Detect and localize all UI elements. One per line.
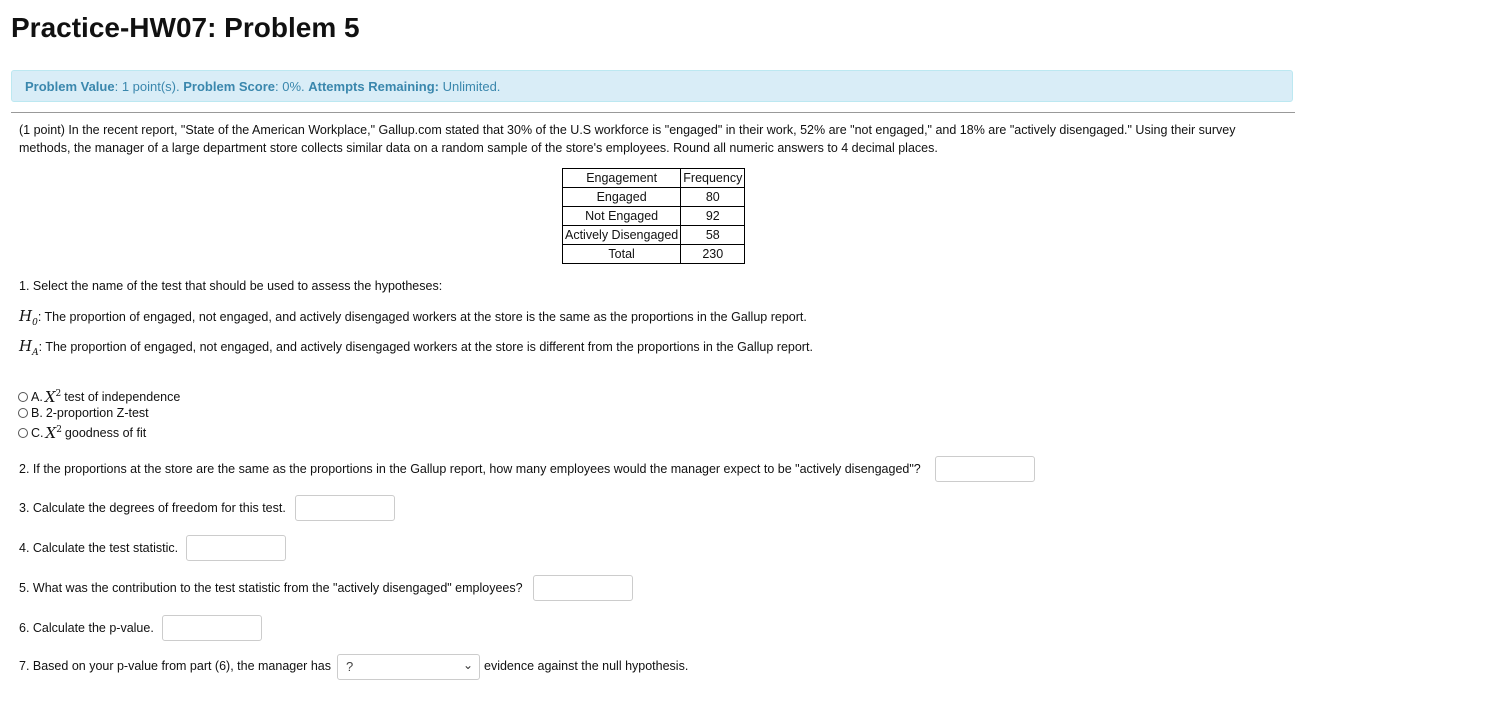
table-row xyxy=(563,207,745,226)
ha-symbol: $H_A$ xyxy=(19,337,39,358)
answer-input-6[interactable] xyxy=(162,615,262,641)
ha-text: : The proportion of engaged, not engaged, and actively disengaged workers at the store is different from the proportions in the Gallup report. xyxy=(38,340,813,354)
table-header-row xyxy=(563,169,745,188)
table-cell: Total xyxy=(563,245,681,264)
evidence-select-value: ? xyxy=(346,659,354,674)
choice-b[interactable] xyxy=(18,406,149,420)
radio-b[interactable] xyxy=(18,408,28,418)
problem-value-label: Problem Value xyxy=(25,79,115,94)
table-row xyxy=(563,188,745,207)
table-header-cell: Engagement xyxy=(563,169,681,188)
chi-square-symbol: $X^2$ xyxy=(45,424,62,442)
problem-value: : 1 point(s). xyxy=(114,79,180,94)
choice-b-text: 2-proportion Z-test xyxy=(45,406,149,420)
radio-a[interactable] xyxy=(18,392,28,402)
table-row xyxy=(563,226,745,245)
choice-c-letter: C. xyxy=(31,426,44,440)
h0-symbol: $H_0$ xyxy=(19,307,38,328)
question-7-suffix: evidence against the null hypothesis. xyxy=(484,659,689,673)
question-6: 6. Calculate the p-value. xyxy=(19,621,154,635)
divider xyxy=(11,112,1295,113)
alternative-hypothesis xyxy=(19,337,813,358)
problem-score-label: Problem Score xyxy=(183,79,276,94)
answer-input-3[interactable] xyxy=(295,495,395,521)
question-2: 2. If the proportions at the store are the same as the proportions in the Gallup report, how many employees would the manager expect to be "actively disengaged"? xyxy=(19,462,921,476)
chevron-down-icon: ⌄ xyxy=(462,658,473,672)
answer-input-5[interactable] xyxy=(533,575,633,601)
question-7-prefix: 7. Based on your p-value from part (6), the manager has xyxy=(19,659,331,673)
question-4: 4. Calculate the test statistic. xyxy=(19,541,179,555)
page-title: Practice-HW07: Problem 5 xyxy=(11,12,360,43)
table-row xyxy=(563,245,745,264)
answer-input-2[interactable] xyxy=(935,456,1035,482)
choice-c[interactable] xyxy=(18,424,146,442)
choice-b-letter: B. xyxy=(31,406,43,420)
null-hypothesis xyxy=(19,307,807,328)
question-5: 5. What was the contribution to the test statistic from the "actively disengaged" employees? xyxy=(19,581,523,595)
table-cell: 80 xyxy=(681,188,745,207)
answer-input-4[interactable] xyxy=(186,535,286,561)
table-cell: 58 xyxy=(681,226,745,245)
choice-a-letter: A. xyxy=(31,390,43,404)
table-cell: Actively Disengaged xyxy=(563,226,681,245)
table-cell: 230 xyxy=(681,245,745,264)
question-3: 3. Calculate the degrees of freedom for this test. xyxy=(19,501,286,515)
choice-a-text: test of independence xyxy=(64,390,181,404)
chi-square-symbol: $X^2$ xyxy=(44,388,62,406)
evidence-select[interactable] xyxy=(337,654,480,680)
problem-info-bar xyxy=(11,70,1293,102)
choice-c-text: goodness of fit xyxy=(64,426,147,440)
radio-c[interactable] xyxy=(18,428,28,438)
table-cell: 92 xyxy=(681,207,745,226)
table-cell: Engaged xyxy=(563,188,681,207)
question-1: 1. Select the name of the test that should be used to assess the hypotheses: xyxy=(19,279,443,293)
frequency-table xyxy=(562,168,745,264)
attempts-value: Unlimited. xyxy=(442,79,501,94)
attempts-label: Attempts Remaining: xyxy=(308,79,439,94)
problem-score: : 0%. xyxy=(275,79,305,94)
choice-a[interactable] xyxy=(18,388,180,406)
table-cell: Not Engaged xyxy=(563,207,681,226)
h0-text: : The proportion of engaged, not engaged, and actively disengaged workers at the store is the same as the proportions in the Gallup report. xyxy=(37,310,807,324)
table-header-cell: Frequency xyxy=(681,169,745,188)
problem-intro: (1 point) In the recent report, "State of the American Workplace," Gallup.com stated that 30% of the U.S workforce is "engaged" in their work, 52% are "not engaged," and 18% are "actively disengaged." Using their survey methods, the manager of a large department store collects similar data on a random sample of the store's employees. Round all numeric answers to 4 decimal places. xyxy=(19,123,1236,155)
